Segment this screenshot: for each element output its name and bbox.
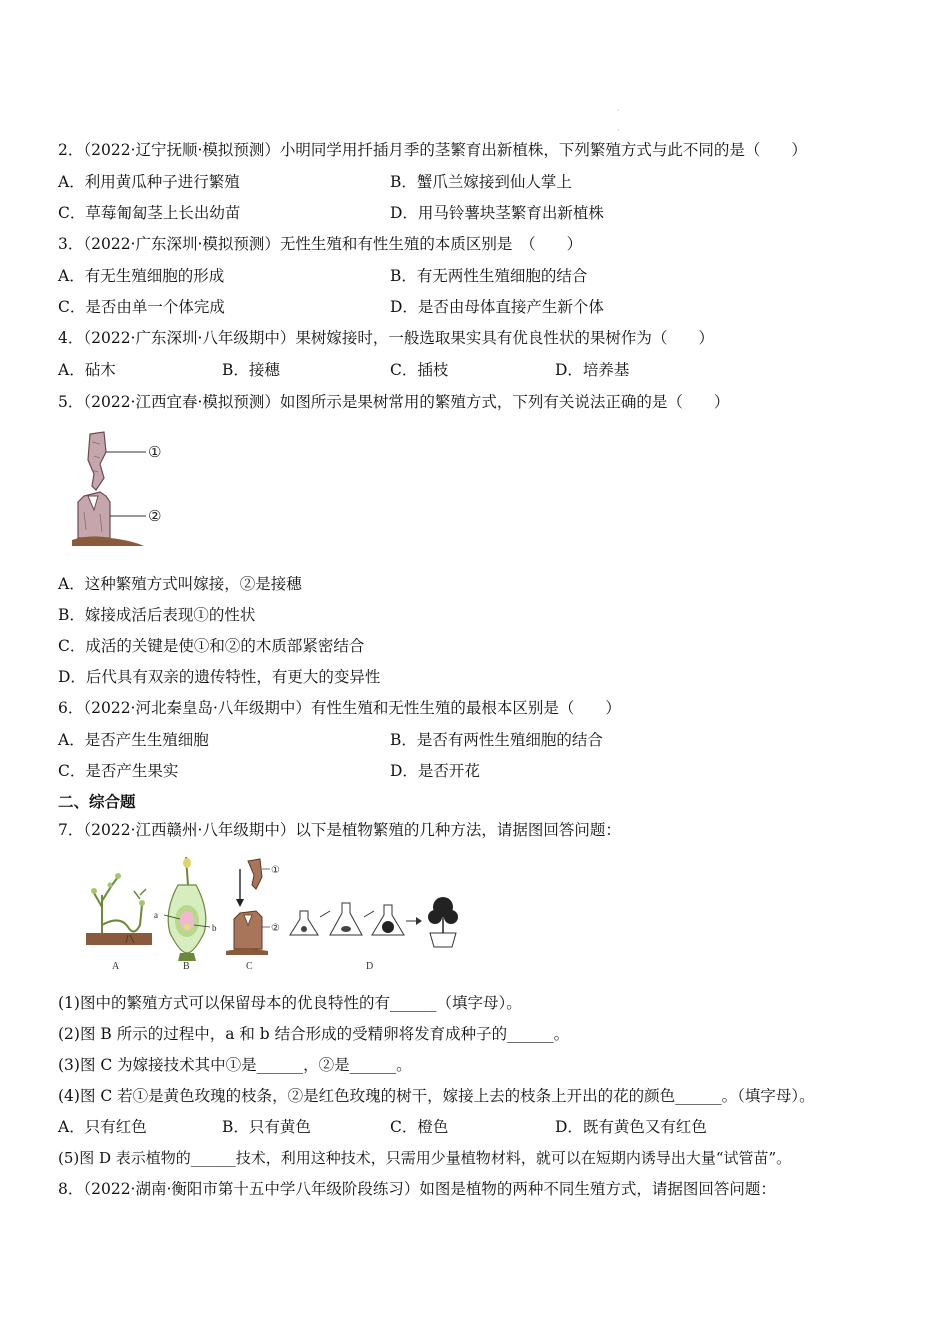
q5-option-b: B．嫁接成活后表现①的性状 — [58, 606, 256, 624]
q6-option-a: A．是否产生生殖细胞 — [58, 731, 209, 749]
section-heading: 二、综合题 — [58, 792, 136, 811]
q4-option-a: A．砧木 — [58, 361, 116, 379]
q7-sub-1: (1)图中的繁殖方式可以保留母本的优良特性的有______（填字母）。 — [58, 994, 522, 1012]
figure-b — [154, 857, 217, 972]
caption-b: B — [183, 961, 190, 972]
q3-option-c: C．是否由单一个体完成 — [58, 298, 225, 316]
q7-option-b: B．只有黄色 — [222, 1118, 311, 1136]
q3-option-a: A．有无生殖细胞的形成 — [58, 267, 225, 285]
q4-option-c: C．插枝 — [390, 361, 449, 379]
q5-option-c: C．成活的关键是使①和②的木质部紧密结合 — [58, 637, 365, 655]
q7-sub-5: (5)图 D 表示植物的______技术，利用这种技术，只需用少量植物材料，就可以在短期内诱导出大量“试管苗”。 — [58, 1149, 792, 1167]
caption-c: C — [246, 961, 253, 972]
label-b: b — [212, 923, 217, 933]
label-1: ① — [148, 443, 162, 461]
q6-option-c: C．是否产生果实 — [58, 762, 179, 780]
q3-stem: 3．（2022·广东深圳·模拟预测）无性生殖和有性生殖的本质区别是 （ ） — [58, 235, 583, 253]
scan-dot: · — [617, 126, 620, 135]
figure-c — [226, 859, 280, 972]
q5-option-a: A．这种繁殖方式叫嫁接，②是接穗 — [58, 575, 302, 593]
q7-sub-2: (2)图 B 所示的过程中，a 和 b 结合形成的受精卵将发育成种子的______。 — [58, 1025, 570, 1043]
label-2: ② — [148, 507, 162, 525]
q2-option-a: A．利用黄瓜种子进行繁殖 — [58, 173, 240, 191]
q2-option-c: C．草莓匍匐茎上长出幼苗 — [58, 204, 241, 222]
q6-option-d: D．是否开花 — [390, 762, 480, 780]
q2-stem: 2．（2022·辽宁抚顺·模拟预测）小明同学用扦插月季的茎繁育出新植株，下列繁殖方式与此不同的是（ ） — [58, 141, 807, 159]
q7-sub-4: (4)图 C 若①是黄色玫瑰的枝条，②是红色玫瑰的树干，嫁接上去的枝条上开出的花的颜色______。（填字母）。 — [58, 1087, 815, 1105]
q2-option-b: B．蟹爪兰嫁接到仙人掌上 — [390, 173, 572, 191]
q6-stem: 6．（2022·河北秦皇岛·八年级期中）有性生殖和无性生殖的最根本区别是（ ） — [58, 699, 621, 717]
q2-option-d: D．用马铃薯块茎繁育出新植株 — [390, 204, 604, 222]
q5-option-d: D．后代具有双亲的遗传特性，有更大的变异性 — [58, 668, 381, 686]
scan-dot: · — [617, 106, 620, 115]
figure-a — [86, 873, 152, 972]
q7-stem: 7．（2022·江西赣州·八年级期中）以下是植物繁殖的几种方法，请据图回答问题： — [58, 821, 621, 839]
q7-sub-3: (3)图 C 为嫁接技术其中①是______，②是______。 — [58, 1056, 412, 1074]
figure-d — [290, 897, 458, 972]
label-a: a — [154, 910, 158, 920]
q7-option-a: A．只有红色 — [58, 1118, 147, 1136]
caption-a: A — [112, 961, 120, 972]
label-1: ① — [271, 865, 280, 876]
q7-option-c: C．橙色 — [390, 1118, 449, 1136]
q3-option-b: B．有无两性生殖细胞的结合 — [390, 267, 588, 285]
q4-stem: 4．（2022·广东深圳·八年级期中）果树嫁接时，一般选取果实具有优良性状的果树作为（ ） — [58, 329, 714, 347]
q7-option-d: D．既有黄色又有红色 — [555, 1118, 707, 1136]
q6-option-b: B．是否有两性生殖细胞的结合 — [390, 731, 603, 749]
q3-option-d: D．是否由母体直接产生新个体 — [390, 298, 604, 316]
caption-d: D — [366, 961, 374, 972]
grafting-figure — [70, 430, 180, 555]
q8-stem: 8．（2022·湖南·衡阳市第十五中学八年级阶段练习）如图是植物的两种不同生殖方式，请据图回答问题： — [58, 1180, 776, 1198]
q4-option-d: D．培养基 — [555, 361, 630, 379]
q5-stem: 5．（2022·江西宜春·模拟预测）如图所示是果树常用的繁殖方式，下列有关说法正确的是（ ） — [58, 393, 730, 411]
q4-option-b: B．接穗 — [222, 361, 280, 379]
label-2: ② — [271, 923, 280, 934]
propagation-figure — [80, 855, 470, 977]
